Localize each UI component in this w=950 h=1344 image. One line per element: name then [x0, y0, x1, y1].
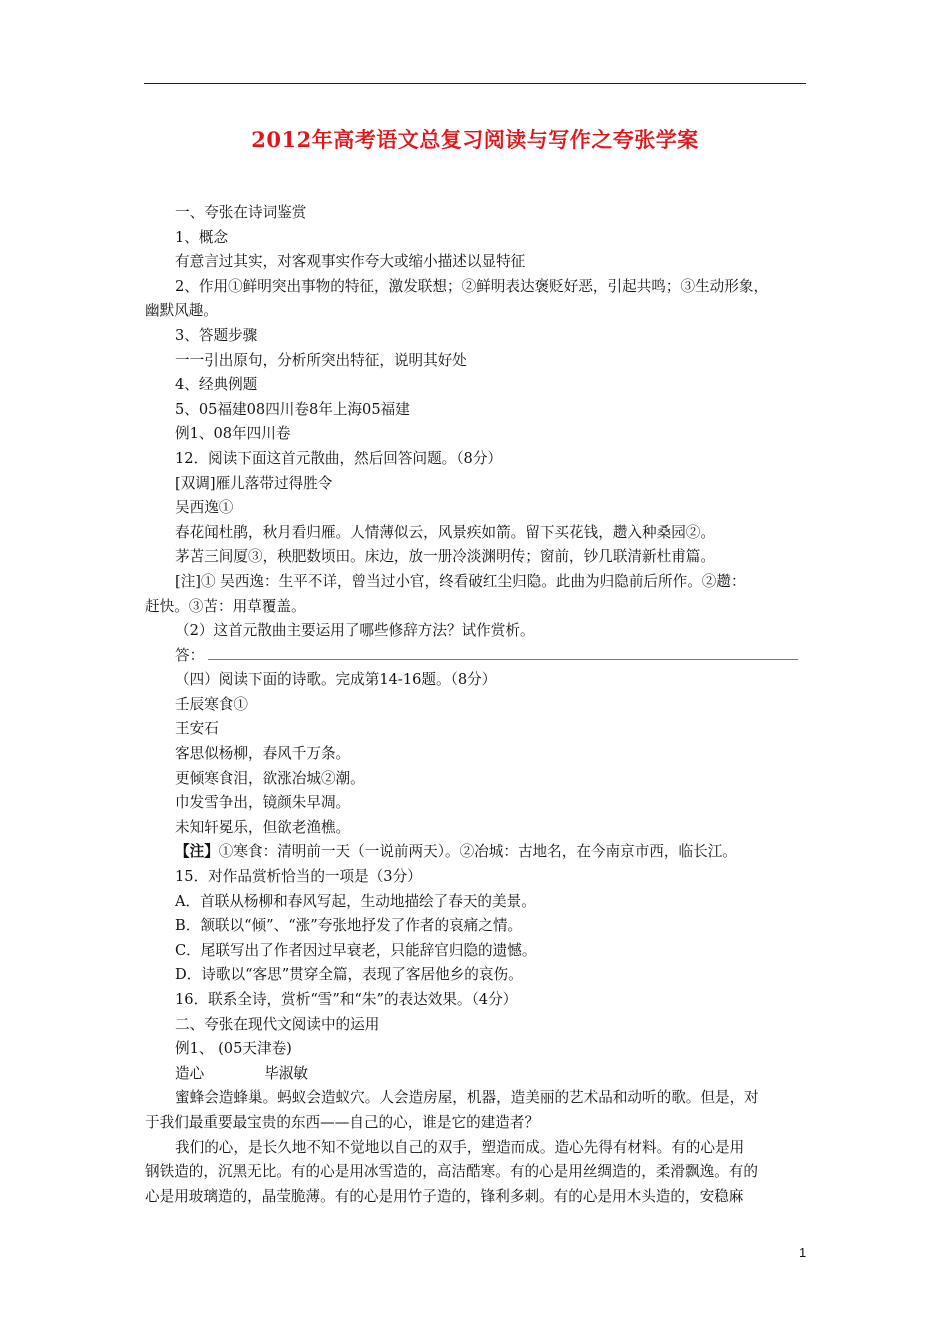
- document-title: 2012年高考语文总复习阅读与写作之夸张学案: [251, 127, 699, 152]
- text-line: 16．联系全诗，赏析“雪”和“朱”的表达效果。（4分）: [175, 991, 518, 1008]
- text-line: 一、夸张在诗词鉴赏: [175, 204, 307, 221]
- text-line: 幽默风趣。: [145, 302, 218, 320]
- text-line: 赶快。③苫：用草覆盖。: [145, 597, 306, 615]
- text-line: 有意言过其实，对客观事实作夸大或缩小描述以显特征: [175, 253, 526, 271]
- text-line: 蜜蜂会造蜂巢。蚂蚁会造蚁穴。人会造房屋，机器，造美丽的艺术品和动听的歌。但是，对: [175, 1089, 759, 1107]
- text-line: 4、经典例题: [175, 376, 258, 394]
- text-line: [注]① 吴西逸：生平不详，曾当过小官，终看破红尘归隐。此曲为归隐前后所作。②趱：: [175, 572, 746, 590]
- text-line: [双调]雁儿落带过得胜令: [175, 474, 333, 492]
- text-line: （2）这首元散曲主要运用了哪些修辞方法？试作赏析。: [175, 622, 535, 640]
- note-marker: 【注】: [175, 843, 219, 861]
- text-line: 二、夸张在现代文阅读中的运用: [175, 1015, 380, 1033]
- text-line: 更倾寒食泪，欲涨冶城②潮。: [175, 769, 365, 787]
- text-line: 例1、 (05天津卷): [175, 1040, 292, 1058]
- text-line: 吴西逸①: [175, 499, 234, 517]
- text-line: 茅苫三间厦③，秧肥数顷田。床边，放一册冷淡渊明传；窗前，钞几联清新杜甫篇。: [175, 548, 715, 566]
- text-line: B．颔联以“倾”、“涨”夸张地抒发了作者的哀痛之情。: [175, 917, 523, 935]
- text-line: 5、05福建08四川卷8年上海05福建: [175, 400, 410, 418]
- text-line: 巾发雪争出，镜颜朱早凋。: [175, 794, 351, 812]
- page-number: 1: [799, 1245, 807, 1260]
- text-line: 一一引出原句，分析所突出特征，说明其好处: [175, 351, 467, 369]
- text-line: （四）阅读下面的诗歌。完成第14-16题。（8分）: [175, 671, 497, 689]
- text-line: 壬辰寒食①: [175, 695, 248, 713]
- text-line: 3、答题步骤: [175, 326, 258, 344]
- text-line: 客思似杨柳，春风千万条。: [175, 745, 351, 763]
- text-line: 于我们最重要最宝贵的东西——自己的心，谁是它的建造者？: [145, 1113, 540, 1131]
- document-body: [145, 201, 810, 1209]
- text-line: 我们的心，是长久地不知不觉地以自己的双手，塑造而成。造心先得有材料。有的心是用: [175, 1138, 745, 1156]
- essay-header: [145, 1062, 810, 1087]
- text-line: A．首联从杨柳和春风写起，生动地描绘了春天的美景。: [175, 892, 536, 910]
- text-line: 12．阅读下面这首元散曲，然后回答问题。（8分）: [175, 449, 503, 467]
- text-line: 春花闻杜鹃，秋月看归雁。人情薄似云，风景疾如箭。留下买花钱，趱入种桑园②。: [175, 523, 715, 541]
- text-line: 未知轩冕乐，但欲老渔樵。: [175, 818, 351, 836]
- text-line: 例1、08年四川卷: [175, 425, 291, 443]
- header-rule: [144, 83, 806, 84]
- essay-author: 毕淑敏: [264, 1064, 308, 1082]
- note-text: ①寒食：清明前一天（一说前两天）。②冶城：古地名，在今南京市西，临长江。: [218, 843, 737, 861]
- text-line: 心是用玻璃造的，晶莹脆薄。有的心是用竹子造的，锋利多刺。有的心是用木头造的，安稳麻: [145, 1187, 744, 1205]
- note-line: [145, 840, 810, 865]
- text-line: 王安石: [175, 720, 219, 738]
- answer-row: [145, 644, 810, 669]
- text-line: 2、作用①鲜明突出事物的特征，激发联想；②鲜明表达褒贬好恶，引起共鸣；③生动形象，: [175, 277, 769, 295]
- text-line: D．诗歌以“客思”贯穿全篇，表现了客居他乡的哀伤。: [175, 966, 523, 984]
- text-line: 15．对作品赏析恰当的一项是（3分）: [175, 868, 422, 886]
- answer-blank-line: [208, 644, 798, 660]
- text-line: 钢铁造的，沉黑无比。有的心是用冰雪造的，高洁酷寒。有的心是用丝绸造的，柔滑飘逸。有的: [145, 1163, 758, 1181]
- answer-label: 答：: [175, 646, 205, 664]
- essay-title: 造心: [175, 1064, 205, 1082]
- text-line: C．尾联写出了作者因过早衰老，只能辞官归隐的遗憾。: [175, 941, 537, 959]
- text-line: 1、概念: [175, 228, 229, 246]
